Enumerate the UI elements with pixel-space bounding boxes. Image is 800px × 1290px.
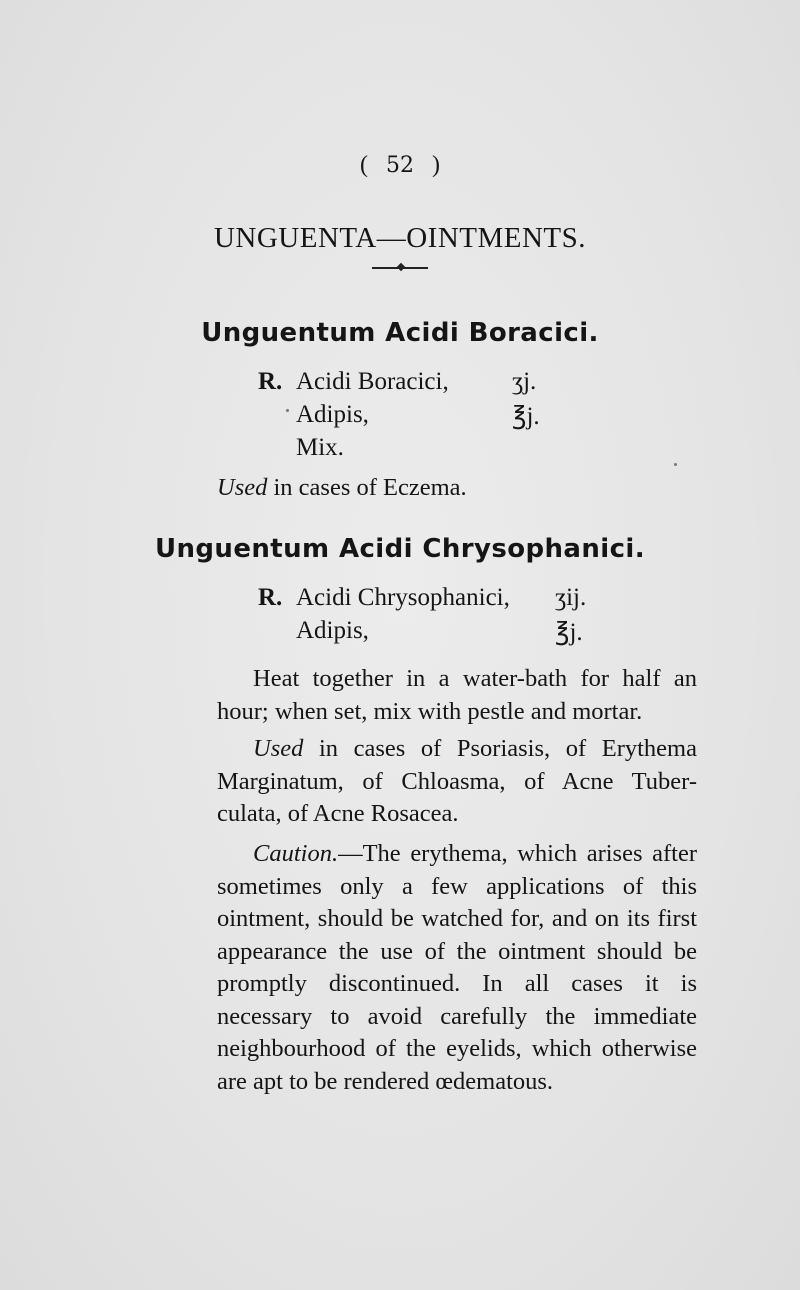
ornamental-divider [372,263,428,273]
ingredient-quantity: ʒij. [555,584,587,611]
ingredient-name: Adipis, [296,401,369,428]
usage-paragraph: Used in cases of Eczema. [217,474,467,501]
ingredient-quantity: ℥j. [555,619,583,646]
section-heading-boracici: Unguentum Acidi Boracici. [201,318,599,348]
recipe-symbol: R. [258,584,283,611]
ingredient-quantity: ℥j. [512,403,540,430]
ingredient-name: Adipis, [296,617,369,644]
directions-paragraph: Heat together in a water-bath for half an hour; when set, mix with pestle and mortar. [217,665,697,725]
section-heading-chrysophanici: Unguentum Acidi Chrysophanici. [155,534,645,564]
diamond-ornament-icon [397,263,405,271]
usage-paragraph: Used in cases of Psoriasis, of Erythema Marginatum, of Chloasma, of Acne Tuber-culata, of Acne Rosacea. [217,735,697,827]
page-title: UNGUENTA—OINTMENTS. [213,222,587,254]
recipe-symbol: R. [258,368,283,395]
page-number-close-paren: ) [432,152,440,178]
page-number-open-paren: ( [360,152,368,178]
mix-instruction: Mix. [296,434,344,461]
ingredient-name: Acidi Chrysophanici, [296,584,510,611]
scan-speck [674,463,677,466]
caution-paragraph: Caution.—The erythema, which arises after sometimes only a few applications of this ointment, should be watched for, and on its first appearance the use of the ointment should be promptly discontinued. In all cases it is necessary to avoid carefully the immediate neighbourhood of the eyelids, which otherwise are apt to be rendered œdematous. [217,840,697,1095]
page-number [0,152,800,179]
ingredient-quantity: ʒj. [512,368,537,395]
page-number-value: 52 [386,153,414,178]
scan-speck [286,409,289,412]
ingredient-name: Acidi Boracici, [296,368,449,395]
